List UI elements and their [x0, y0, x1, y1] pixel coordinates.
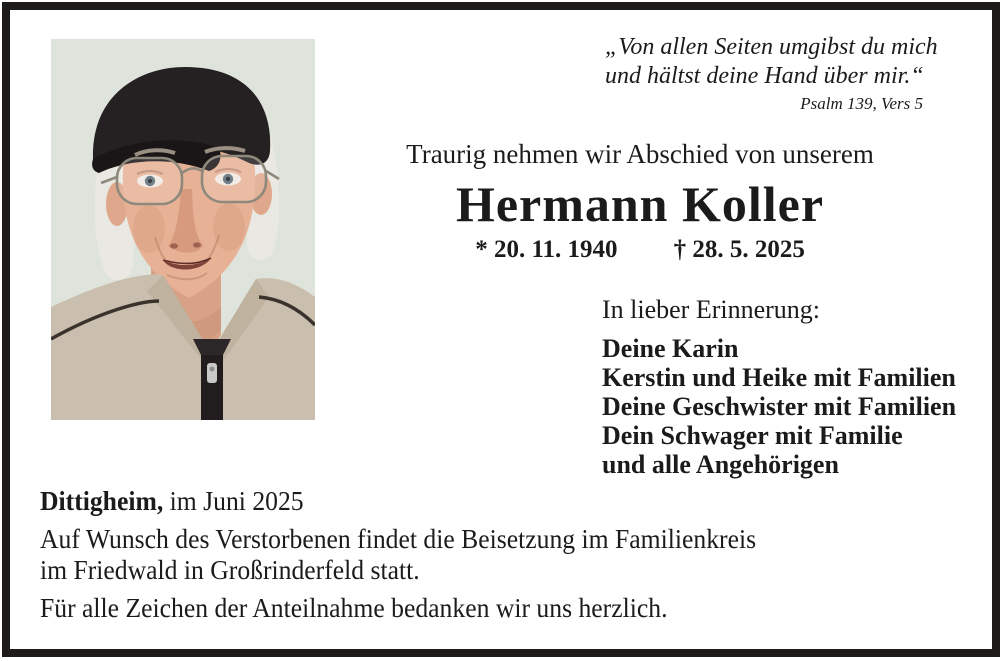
- quote-line-1: „Von allen Seiten umgibst du mich: [605, 34, 938, 60]
- mourners-heading: In lieber Erinnerung:: [602, 295, 821, 324]
- quote-attribution: Psalm 139, Vers 5: [800, 94, 923, 113]
- death-date: † 28. 5. 2025: [673, 236, 805, 263]
- mourner-name: und alle Angehörigen: [602, 450, 839, 479]
- place-name: Dittigheim,: [40, 486, 164, 516]
- mourner-name: Dein Schwager mit Familie: [602, 421, 903, 450]
- quote-line-2: und hältst deine Hand über mir.“: [605, 63, 924, 89]
- mourner-name: Deine Karin: [602, 334, 739, 363]
- intro-line: Traurig nehmen wir Abschied von unserem: [406, 139, 874, 169]
- announcement-block: [360, 139, 920, 264]
- mourner-name: Deine Geschwister mit Familien: [602, 392, 957, 421]
- spacer: [40, 586, 960, 593]
- deceased-name: Hermann Koller: [455, 176, 825, 232]
- burial-info-line-2: im Friedwald in Großrinderfeld statt.: [40, 555, 420, 585]
- place-date-line: [40, 486, 914, 517]
- mourner-name: Kerstin und Heike mit Familien: [602, 363, 956, 392]
- mourners-block: [602, 295, 956, 479]
- scripture-quote: [605, 33, 938, 114]
- footer-block: [40, 486, 960, 624]
- thanks-line: Für alle Zeichen der Anteilnahme bedanken wir uns herzlich.: [40, 593, 668, 623]
- portrait-photo: [51, 39, 315, 420]
- birth-date: * 20. 11. 1940: [475, 236, 618, 263]
- life-dates: [360, 236, 920, 264]
- spacer: [40, 517, 960, 524]
- burial-info-line-1: Auf Wunsch des Verstorbenen findet die Beisetzung im Familienkreis: [40, 524, 757, 554]
- notice-date: im Juni 2025: [163, 486, 304, 516]
